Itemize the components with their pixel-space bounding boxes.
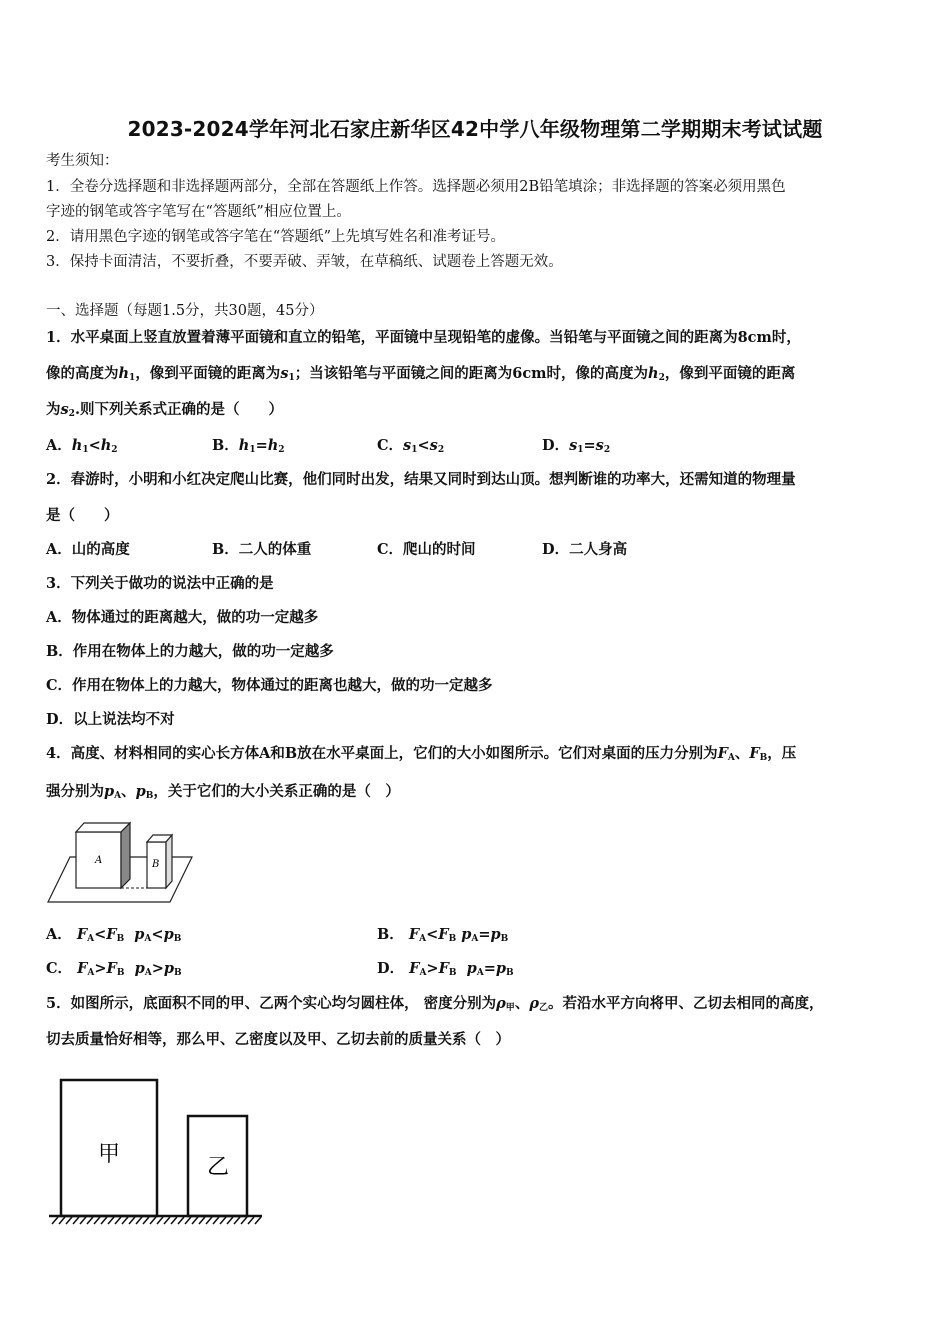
q1-option-b[interactable]: B．$h_1=h_2$ <box>212 437 285 455</box>
block-b-label: B <box>152 859 160 870</box>
q1-option-d[interactable]: D．$s_1=s_2$ <box>542 437 611 455</box>
q2-option-c[interactable]: C．爬山的时间 <box>377 541 476 558</box>
block-b-side <box>166 835 172 888</box>
q3-option-b[interactable]: B．作用在物体上的力越大，做的功一定越多 <box>46 643 334 660</box>
ground-hatching <box>52 1217 261 1224</box>
q4-option-d[interactable]: D． $F_A>F_B$ $p_A=p_B$ <box>377 960 514 978</box>
q3-option-c[interactable]: C．作用在物体上的力越大，物体通过的距离也越大，做的功一定越多 <box>46 677 493 694</box>
q5-line-2: 切去质量恰好相等，那么甲、乙密度以及甲、乙切去前的质量关系（ ） <box>46 1031 510 1048</box>
q2-option-b[interactable]: B．二人的体重 <box>212 541 312 558</box>
q5-cylinders-figure <box>46 1075 266 1230</box>
notice-item-1a: 1．全卷分选择题和非选择题两部分，全部在答题纸上作答。选择题必须用2B铅笔填涂；非选择题的答案必须用黑色 <box>46 179 786 195</box>
q1-line-3: 为$s_2$.则下列关系式正确的是（ ） <box>46 401 283 419</box>
q4-line-2: 强分别为$p_A$、$p_B$，关于它们的大小关系正确的是（ ） <box>46 783 400 801</box>
q5-line-1: 5．如图所示，底面积不同的甲、乙两个实心均匀圆柱体， 密度分别为$\rho_甲$、$\rho_乙$。若沿水平方向将甲、乙切去相同的高度， <box>46 995 824 1013</box>
q1-line-2: 像的高度为$h_1$，像到平面镜的距离为$s_1$；当该铅笔与平面镜之间的距离为6cm时，像的高度为$h_2$，像到平面镜的距离 <box>46 365 796 383</box>
q1-option-a[interactable]: A．$h_1<h_2$ <box>46 437 118 455</box>
block-a-side <box>121 823 130 888</box>
q2-line-2: 是（ ） <box>46 507 119 524</box>
page-title: 2023-2024学年河北石家庄新华区42中学八年级物理第二学期期末考试试题 <box>127 117 823 141</box>
q3-stem: 3．下列关于做功的说法中正确的是 <box>46 575 274 592</box>
q3-option-d[interactable]: D．以上说法均不对 <box>46 711 175 728</box>
notice-item-1b: 字迹的钢笔或答字笔写在“答题纸”相应位置上。 <box>46 204 351 220</box>
cylinder-yi-label: 乙 <box>206 1155 230 1180</box>
q2-option-d[interactable]: D．二人身高 <box>542 541 628 558</box>
notice-item-3: 3．保持卡面清洁，不要折叠，不要弄破、弄皱，在草稿纸、试题卷上答题无效。 <box>46 254 563 270</box>
q2-option-a[interactable]: A．山的高度 <box>46 541 130 558</box>
q1-option-c[interactable]: C．$s_1<s_2$ <box>377 437 445 455</box>
q1-line-1: 1．水平桌面上竖直放置着薄平面镜和直立的铅笔，平面镜中呈现铅笔的虚像。当铅笔与平面镜之间的距离为8cm时， <box>46 329 801 346</box>
q4-blocks-figure <box>46 820 196 905</box>
q4-option-b[interactable]: B． $F_A<F_B$ $p_A=p_B$ <box>377 926 509 944</box>
q4-option-c[interactable]: C． $F_A>F_B$ $p_A>p_B$ <box>46 960 182 978</box>
q4-option-a[interactable]: A． $F_A<F_B$ $p_A<p_B$ <box>46 926 182 944</box>
q3-option-a[interactable]: A．物体通过的距离越大，做的功一定越多 <box>46 609 319 626</box>
cylinder-jia-label: 甲 <box>97 1142 121 1167</box>
section-heading: 一、选择题（每题1.5分，共30题，45分） <box>46 303 324 319</box>
q2-line-1: 2．春游时，小明和小红决定爬山比赛，他们同时出发，结果又同时到达山顶。想判断谁的功率大，还需知道的物理量 <box>46 471 796 488</box>
notice-heading: 考生须知： <box>46 153 119 169</box>
q4-line-1: 4．高度、材料相同的实心长方体A和B放在水平桌面上，它们的大小如图所示。它们对桌面的压力分别为$F_A$、$F_B$，压 <box>46 745 797 763</box>
block-a-label: A <box>95 855 103 866</box>
notice-item-2: 2．请用黑色字迹的钢笔或答字笔在“答题纸”上先填写姓名和准考证号。 <box>46 229 506 245</box>
